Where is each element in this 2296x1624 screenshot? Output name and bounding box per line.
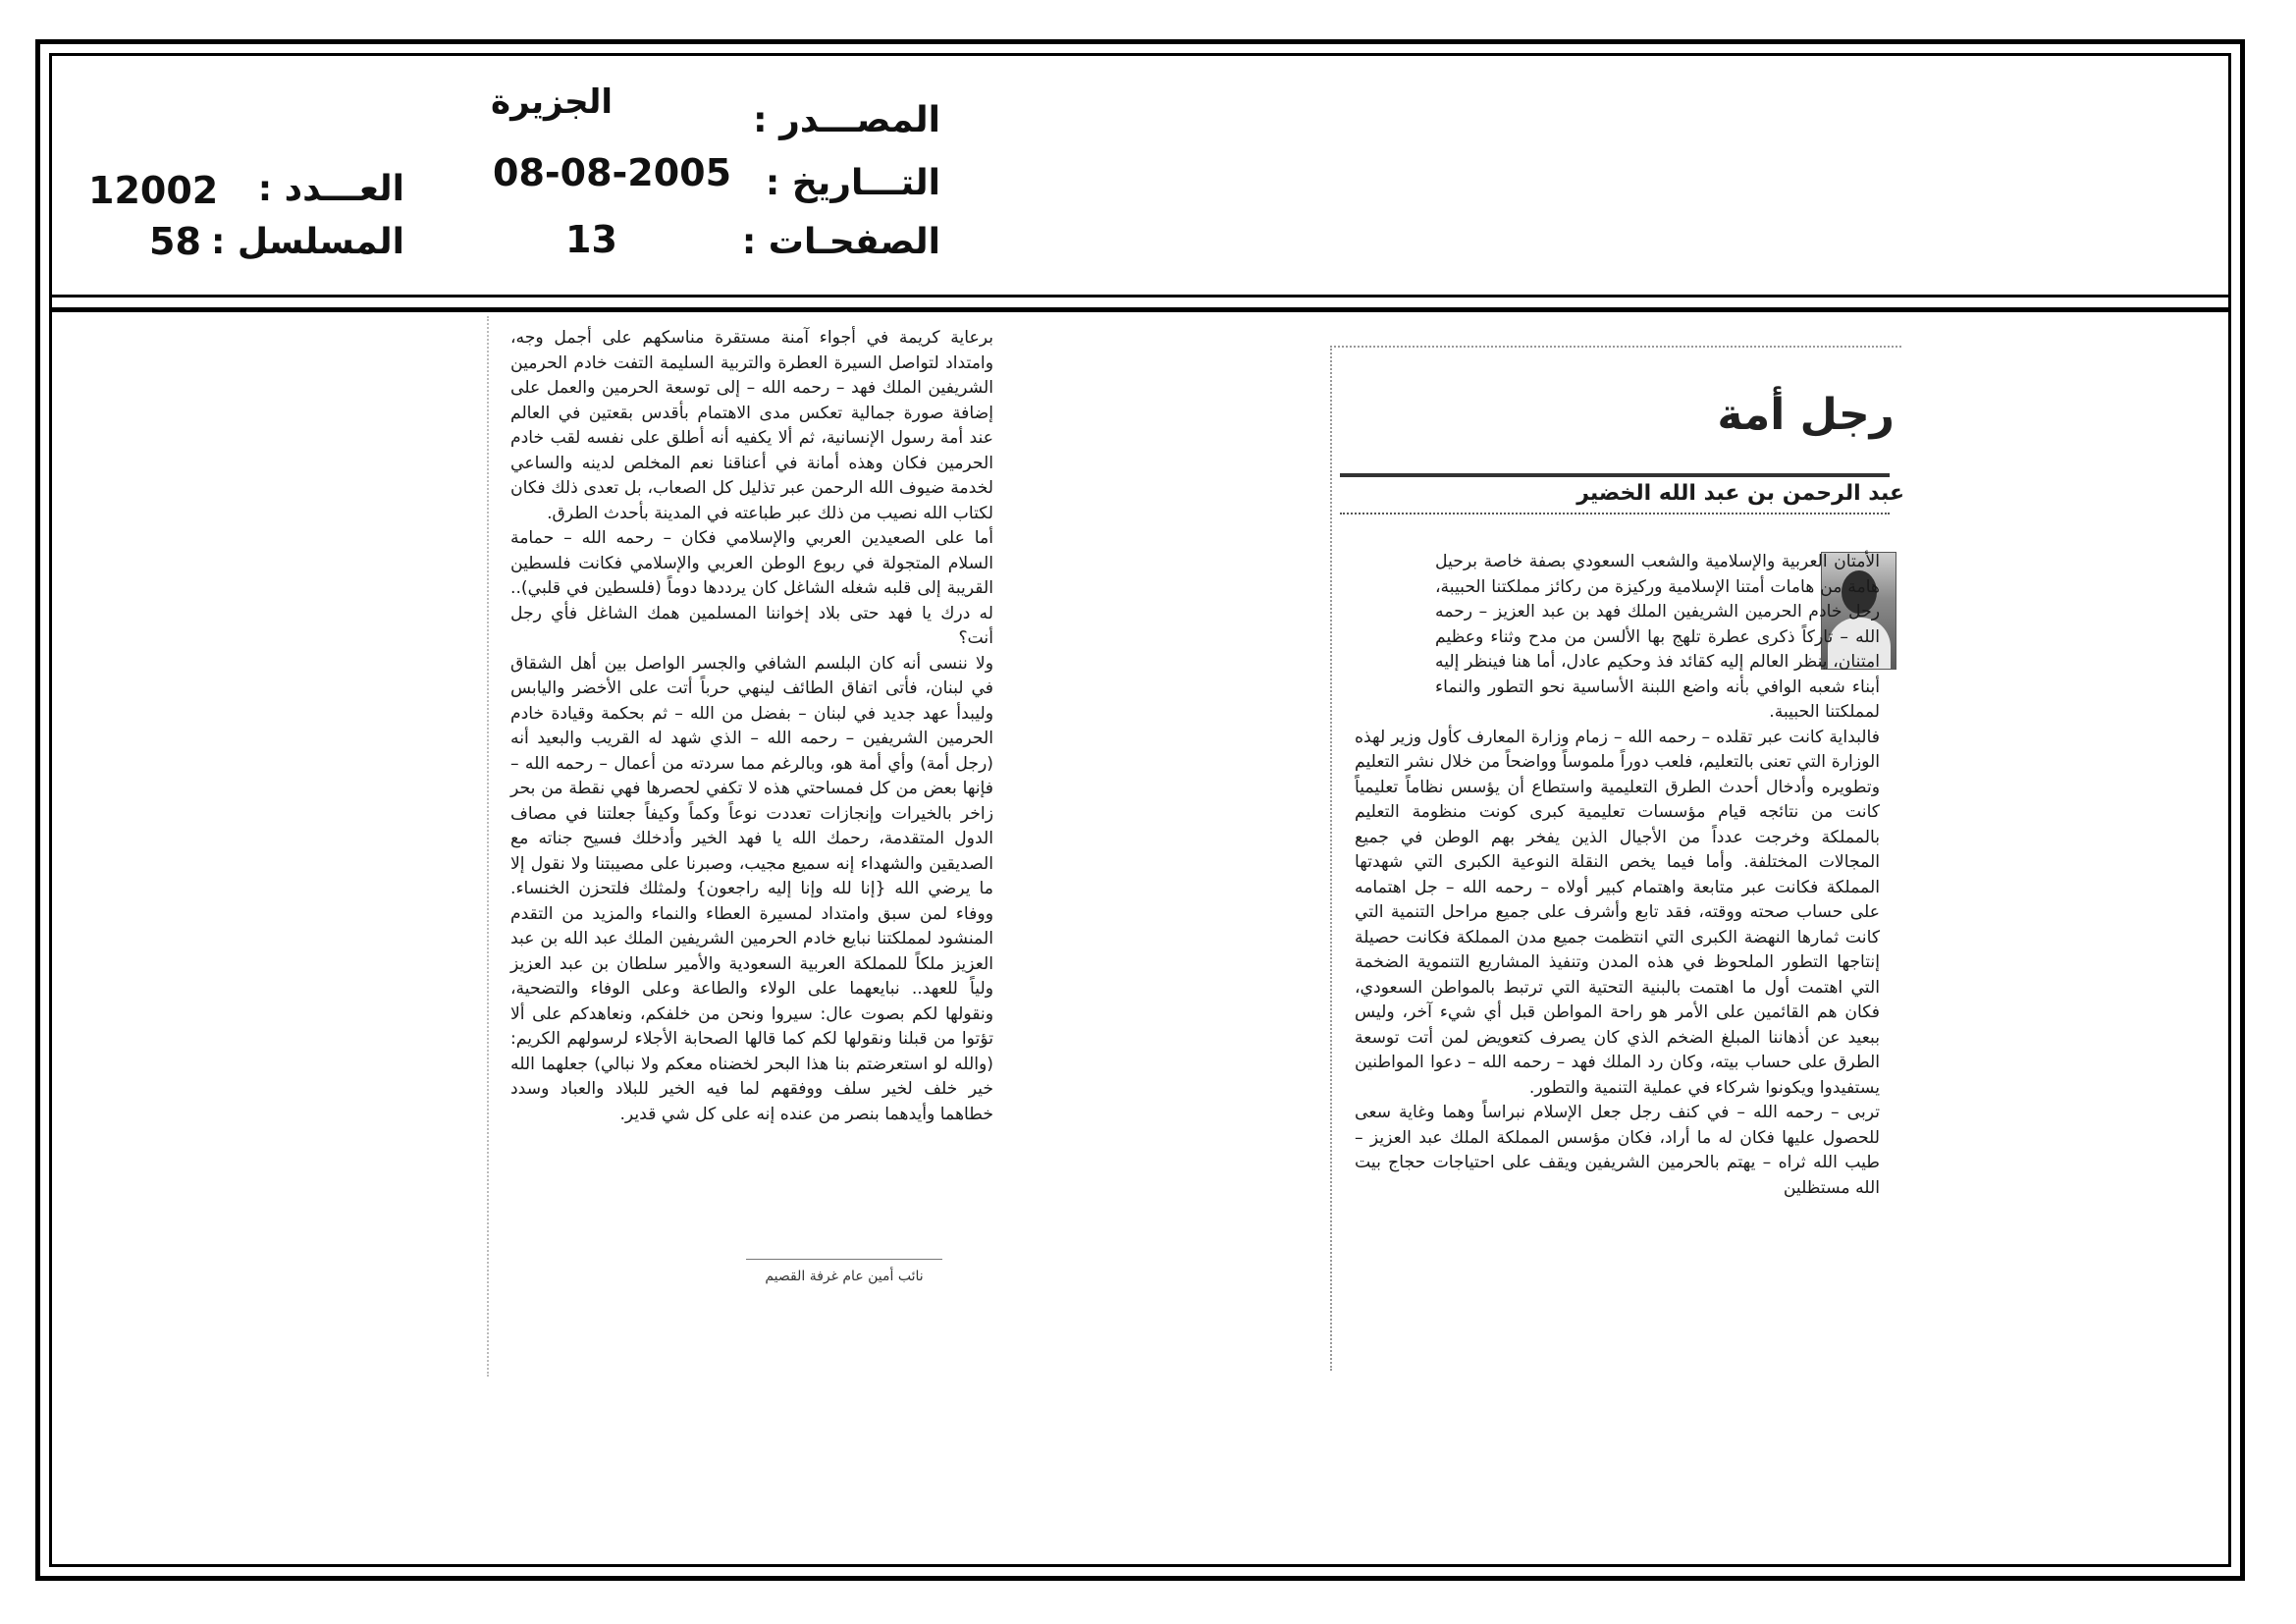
- header-divider: [49, 295, 2231, 298]
- left-paragraph-1: برعاية كريمة في أجواء آمنة مستقرة مناسكهم على أجمل وجه، وامتداد لتواصل السيرة العطرة والتربية السليمة التفت خادم الحرمين الشريفين الملك فهد – رحمه الله – إلى توسعة الحرمين والعمل على إضافة صورة جمالية تعكس مدى الاهتمام بأقدس بقعتين في العالم عند أمة رسول الإنسانية، ثم ألا يكفيه أنه أطلق على نفسه لقب خادم الحرمين فكان وهذه أمانة في أعناقنا نعم المخلص لدينه والساعي لخدمة ضيوف الله الرحمن عبر تذليل كل الصعاب، بل تعدى ذلك فكان لكتاب الله نصيب من ذلك عبر طباعته في المدينة بأحدث الطرق.: [510, 328, 993, 523]
- article-byline: عبد الرحمن بن عبد الله الخضير: [1576, 481, 1904, 506]
- byline-rule: [1340, 513, 1890, 514]
- header-divider-thick: [49, 307, 2231, 312]
- pages-label: الصفحـات :: [741, 222, 940, 262]
- right-paragraph-3: تربى – رحمه الله – في كنف رجل جعل الإسلام نبراساً وهما وغاية سعى للحصول عليها فكان له ما أراد، فكان مؤسس المملكة الملك عبد العزيز – طيب الله ثراه – يهتم بالحرمين الشريفين ويقف على احتياجات حجاج بيت الله مستظلين: [1355, 1103, 1880, 1198]
- left-paragraph-3: ولا ننسى أنه كان البلسم الشافي والجسر الواصل بين أهل الشقاق في لبنان، فأتى اتفاق الطائف لينهي حرباً أتت على الأخضر واليابس وليبدأ عهد جديد في لبنان – بفضل من الله – ثم بحكمة وقيادة خادم الحرمين الشريفين – رحمه الله – الذي شهد له القريب والبعيد أنه (رجل أمة) وأي أمة هو، وبالرغم مما سردته من أعمال – رحمه الله – فإنها بعض من كل فمساحتي هذه لا تكفي لحصرها فهي نقطة من بحر زاخر بالخيرات وإنجازات تعددت نوعاً وكماً وكيفاً جعلتنا في مصاف الدول المتقدمة، رحمك الله يا فهد الخير وأدخلك فسيح جناته مع الصديقين والشهداء إنه سميع مجيب، وصبرنا على مصيبتنا ولا نقول إلا ما يرضي الله {إنا لله وإنا إليه راجعون} ولمثلك فلتحزن الخنساء. ووفاء لمن سبق وامتداد لمسيرة العطاء والنماء والمزيد من التقدم المنشود لمملكتنا نبايع خادم الحرمين الشريفين الملك عبد الله بن عبد العزيز ملكاً للمملكة العربية السعودية والأمير سلطان بن عبد العزيز ولياً للعهد.. نبايعهما على الولاء والطاعة وعلى الوفاء والتضحية، ونقولها لكم بصوت عال: سيروا ونحن من خلفكم، ونعاهدكم على ألا تؤتوا من قبلنا ونقولها لكم كما قالها الصحابة الأجلاء لرسولهم الكريم: (والله لو استعرضتم بنا هذا البحر لخضناه معكم ولا نبالي) جعلهما الله خير خلف لخير سلف ووفقهم لما فيه الخير للبلاد والعباد وسدد خطاهما وأيدهما بنصر من عنده إنه على كل شي قدير.: [510, 653, 993, 1124]
- article-title: رجل أمة: [1717, 390, 1895, 440]
- right-paragraph-1: الأمتان العربية والإسلامية والشعب السعودي بصفة خاصة برحيل هامة من هامات أمتنا الإسلامية وركيزة من ركائز مملكتنا الحبيبة، رحل خادم الحرمين الشريفين الملك فهد بن عبد العزيز – رحمه الله – تاركاً ذكرى عطرة تلهج بها الألسن من مدح وثناء وعظيم امتنان، ينظر العالم إليه كقائد فذ وحكيم عادل، أما هنا فينظر إليه أبناء شعبه الوافي بأنه واضع اللبنة الأساسية نحو التطور والنماء لمملكتنا الحبيبة.: [1435, 552, 1880, 722]
- article-right-column: [1355, 550, 1880, 1201]
- issue-value: 12002: [88, 169, 219, 212]
- left-paragraph-2: أما على الصعيدين العربي والإسلامي فكان – رحمه الله – حمامة السلام المتجولة في ربوع الوطن العربي والإسلامي فكانت فلسطين القريبة إلى قلبه شغله الشاغل كان يرددها دوماً (فلسطين في قلبي).. له درك يا فهد حتى بلاد إخواننا المسلمين همك الشاغل فأي رجل أنت؟: [510, 528, 993, 648]
- serial-label: المسلسل :: [210, 222, 404, 262]
- source-label: المصـــدر :: [753, 100, 940, 140]
- serial-value: 58: [149, 220, 201, 263]
- newspaper-clipping: [452, 316, 1973, 1377]
- date-value: 08-08-2005: [493, 151, 732, 194]
- source-value: الجزيرة: [491, 82, 614, 122]
- issue-label: العـــدد :: [257, 169, 404, 209]
- article-left-column: [510, 326, 993, 1127]
- scan-edge: [487, 316, 489, 1377]
- footnote-rule: [746, 1259, 942, 1260]
- right-paragraph-2: فالبداية كانت عبر تقلده – رحمه الله – زمام وزارة المعارف كأول وزير لهذه الوزارة التي تعنى بالتعليم، فلعب دوراً ملموساً وواضحاً من خلال نشر التعليم وتطويره وأدخال أحدث الطرق التعليمية واستطاع أن يؤسس نظاماً تعليمياً كانت من نتائجه قيام مؤسسات تعليمية كبرى كونت منظومة التعليم بالمملكة وخرجت عدداً من الأجيال الذين يفخر بهم الوطن في جميع المجالات المختلفة. وأما فيما يخص النقلة النوعية الكبرى التي شهدتها المملكة فكانت عبر متابعة واهتمام كبير أولاه – رحمه الله – جل اهتمامه على حساب صحته ووقته، فقد تابع وأشرف على جميع مراحل التنمية التي كانت ثمارها النهضة الكبرى التي انتظمت جميع مدن المملكة فكانت حصيلة إنتاجها التطور الملحوظ في هذه المدن وتنفيذ المشاريع التنموية الضخمة التي اهتمت أول ما اهتمت بالبنية التحتية التي ترتبط بالمواطن السعودي، فكان هم القائمين على الأمر هو راحة المواطن قبل أي شيء آخر، وليس ببعيد عن أذهاننا المبلغ الضخم الذي كان يصرف كتعويض لمن أتت توسعة الطرق على حساب بيته، وكان رد الملك فهد – رحمه الله – دعوا المواطنين يستفيدوا ويكونوا شركاء في عملية التنمية والتطور.: [1355, 727, 1880, 1098]
- date-label: التـــاريخ :: [765, 163, 940, 203]
- title-rule: [1340, 473, 1890, 477]
- author-note: نائب أمين عام غرفة القصيم: [765, 1269, 924, 1284]
- pages-value: 13: [565, 218, 617, 261]
